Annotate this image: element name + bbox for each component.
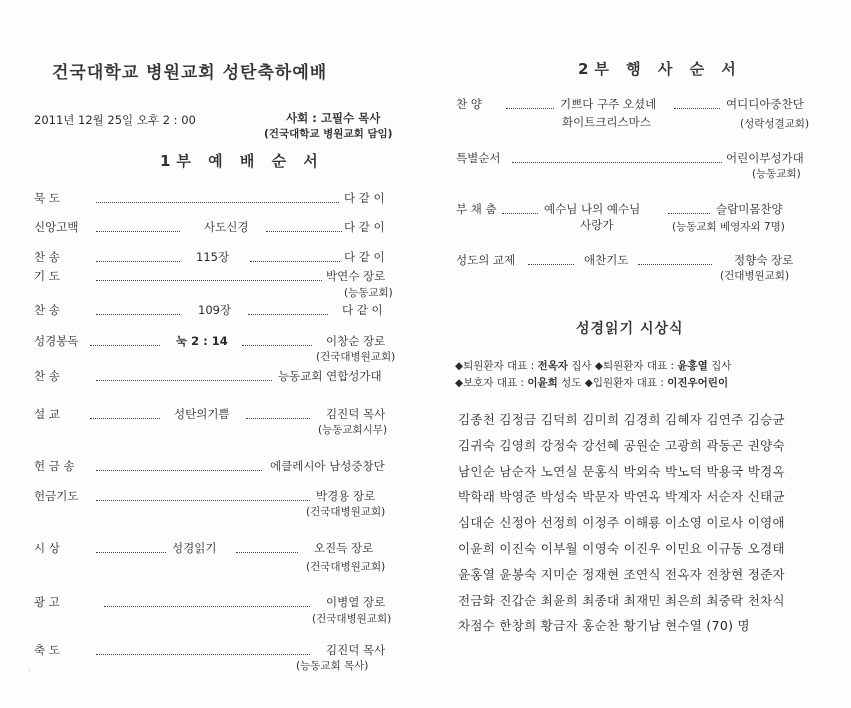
program-item: 찬 송 (34, 369, 60, 383)
program-item: 광 고 (34, 595, 60, 609)
leader-dots (674, 108, 720, 109)
name-row: 남인순 남순자 노연실 문홍식 박외숙 박노덕 박용국 박경옥 (458, 463, 785, 479)
rep-label: ◆퇴원환자 대표 : (594, 360, 678, 372)
program-item: 시 상 (34, 541, 60, 555)
program-item: 헌금기도 (34, 489, 79, 503)
name-row: 심대순 신정아 선정희 이정주 이해룡 이소영 이로사 이영애 (458, 515, 785, 531)
leader-dots (668, 213, 710, 214)
leader-affiliation: (능동교회) (344, 287, 393, 299)
program-item: 찬 송 (34, 303, 60, 317)
rep-name: 윤홍열 (677, 360, 708, 372)
award-representatives-line1 (455, 358, 731, 373)
leader-dots (250, 261, 340, 262)
leader-dots (502, 213, 538, 214)
leader-dots (512, 162, 722, 163)
leader-affiliation: (건대병원교회) (720, 270, 790, 282)
leader-dots (242, 345, 312, 346)
program-leader: 다 같 이 (342, 303, 383, 317)
name-row: 차점수 한창희 황금자 홍순찬 황기남 현수열 (70) 명 (458, 618, 750, 634)
leader-dots (96, 231, 180, 232)
leader-dots (266, 231, 342, 232)
program-leader: 다 같 이 (344, 250, 385, 264)
rep-name: 이진우어린이 (667, 377, 729, 389)
rep-label: ◆보호자 대표 : (455, 377, 528, 389)
rep-name: 전옥자 (537, 360, 568, 372)
program-item: 헌 금 송 (34, 459, 75, 473)
leader-affiliation: (능동교회 베영자외 7명) (672, 221, 785, 233)
service-date: 2011년 12월 25일 오후 2 : 00 (34, 113, 196, 127)
leader-dots (96, 261, 180, 262)
program-leader: 이병열 장로 (326, 595, 386, 609)
leader-dots (96, 280, 322, 281)
program-item: 묵 도 (34, 191, 60, 205)
rep-title: 성도 (557, 377, 585, 389)
program-item: 성경봉독 (34, 334, 79, 348)
program-detail: 성탄의기쁨 (174, 407, 230, 421)
program-leader: 다 같 이 (344, 220, 385, 234)
program-leader: 다 같 이 (344, 191, 385, 205)
program-leader: 이창순 장로 (326, 334, 386, 348)
name-row: 김종천 김정금 김덕희 김미희 김경희 김혜자 김연주 김승균 (458, 412, 785, 427)
rep-label: ◆입원환자 대표 : (584, 377, 668, 389)
program-leader: 능동교회 연합성가대 (278, 369, 382, 383)
leader-dots (248, 314, 328, 315)
program-item: 특별순서 (456, 151, 501, 165)
leader-dots (96, 500, 310, 501)
leader-affiliation: (능동교회시무) (318, 424, 388, 436)
program-detail: 사랑가 (580, 218, 614, 232)
program-leader: 여디디아중찬단 (726, 97, 804, 111)
program-detail: 애찬기도 (584, 253, 629, 267)
leader-dots (96, 552, 166, 553)
program-item: 축 도 (34, 643, 60, 657)
leader-dots (528, 264, 574, 265)
name-row: 박학래 박영준 박성숙 박문자 박연옥 박계자 서순자 신태균 (458, 489, 785, 505)
program-item: 신앙고백 (34, 220, 79, 234)
program-leader: 박경용 장로 (316, 489, 376, 503)
leader-dots (96, 470, 262, 471)
leader-affiliation: (능동교회) (752, 168, 801, 180)
program-detail: 기쁘다 구주 오셨네 (560, 97, 657, 111)
program-detail: 성경읽기 (172, 541, 217, 555)
leader-dots (506, 108, 554, 109)
leader-affiliation: (건국대병원교회) (312, 613, 392, 625)
program-detail: 눅 2 : 14 (176, 334, 228, 348)
leader-dots (638, 264, 712, 265)
name-row: 전금화 진갑순 최윤희 최종대 최재민 최은희 최중락 천차식 (458, 592, 785, 608)
program-item: 찬 양 (456, 97, 482, 111)
program-detail: 115장 (196, 250, 230, 264)
program-leader: 김진덕 목사 (326, 643, 386, 657)
program-leader: 에클레시아 남성중창단 (270, 459, 385, 473)
name-row: 김귀숙 김영희 강정숙 강선혜 공원순 고광희 곽동곤 권양숙 (458, 437, 785, 453)
presider-affiliation: (건국대학교 병원교회 담임) (264, 128, 393, 140)
program-detail: 109장 (198, 303, 232, 317)
program-item: 부 채 춤 (456, 202, 497, 216)
rep-name: 이윤희 (527, 377, 558, 389)
name-row: 윤홍열 윤봉숙 지미순 정재현 조연식 전옥자 전창현 정준자 (458, 566, 785, 582)
leader-dots (236, 552, 298, 553)
print-mark: · (28, 666, 31, 676)
program-item: 성도의 교제 (456, 253, 516, 267)
leader-dots (96, 380, 272, 381)
award-title: 성경읽기 시상식 (576, 321, 684, 337)
program-detail: 사도신경 (204, 220, 249, 234)
leader-dots (246, 418, 310, 419)
rep-title: 집사 (567, 360, 595, 372)
name-row: 이윤희 이진숙 이부월 이영숙 이진우 이민요 이규동 오경태 (458, 540, 785, 556)
program-leader: 정향숙 장로 (734, 253, 794, 267)
leader-dots (96, 314, 180, 315)
program-leader: 박연수 장로 (326, 269, 386, 283)
leader-affiliation: (성락성결교회) (740, 118, 810, 130)
awardee-name-list (458, 407, 785, 639)
section-title-part2: 2부 행 사 순 서 (578, 60, 742, 78)
program-leader: 슬람미몸찬양 (716, 202, 783, 216)
award-representatives-line2 (455, 375, 728, 390)
program-detail: 화이트크리스마스 (562, 115, 651, 129)
leader-affiliation: (능동교회 목사) (296, 660, 369, 672)
leader-dots (96, 202, 339, 203)
leader-dots (90, 345, 160, 346)
program-detail: 예수님 나의 예수님 (544, 202, 641, 216)
program-item: 찬 송 (34, 250, 60, 264)
leader-affiliation: (건국대병원교회) (316, 351, 396, 363)
leader-affiliation: (건국대병원교회) (306, 561, 386, 573)
rep-label: ◆퇴원환자 대표 : (455, 360, 538, 372)
program-item: 기 도 (34, 269, 60, 283)
program-item: 설 교 (34, 407, 60, 421)
program-leader: 김진덕 목사 (326, 407, 386, 421)
presider: 사회 : 고필수 목사 (286, 111, 381, 125)
program-leader: 어린이부성가대 (726, 151, 804, 165)
leader-affiliation: (건국대병원교회) (306, 506, 386, 518)
section-title-part1: 1부 예 배 순 서 (160, 152, 324, 170)
program-leader: 오진득 장로 (314, 541, 374, 555)
leader-dots (90, 418, 160, 419)
leader-dots (96, 654, 310, 655)
rep-title: 집사 (707, 360, 732, 372)
bulletin-title: 건국대학교 병원교회 성탄축하예배 (52, 63, 328, 83)
leader-dots (104, 606, 310, 607)
